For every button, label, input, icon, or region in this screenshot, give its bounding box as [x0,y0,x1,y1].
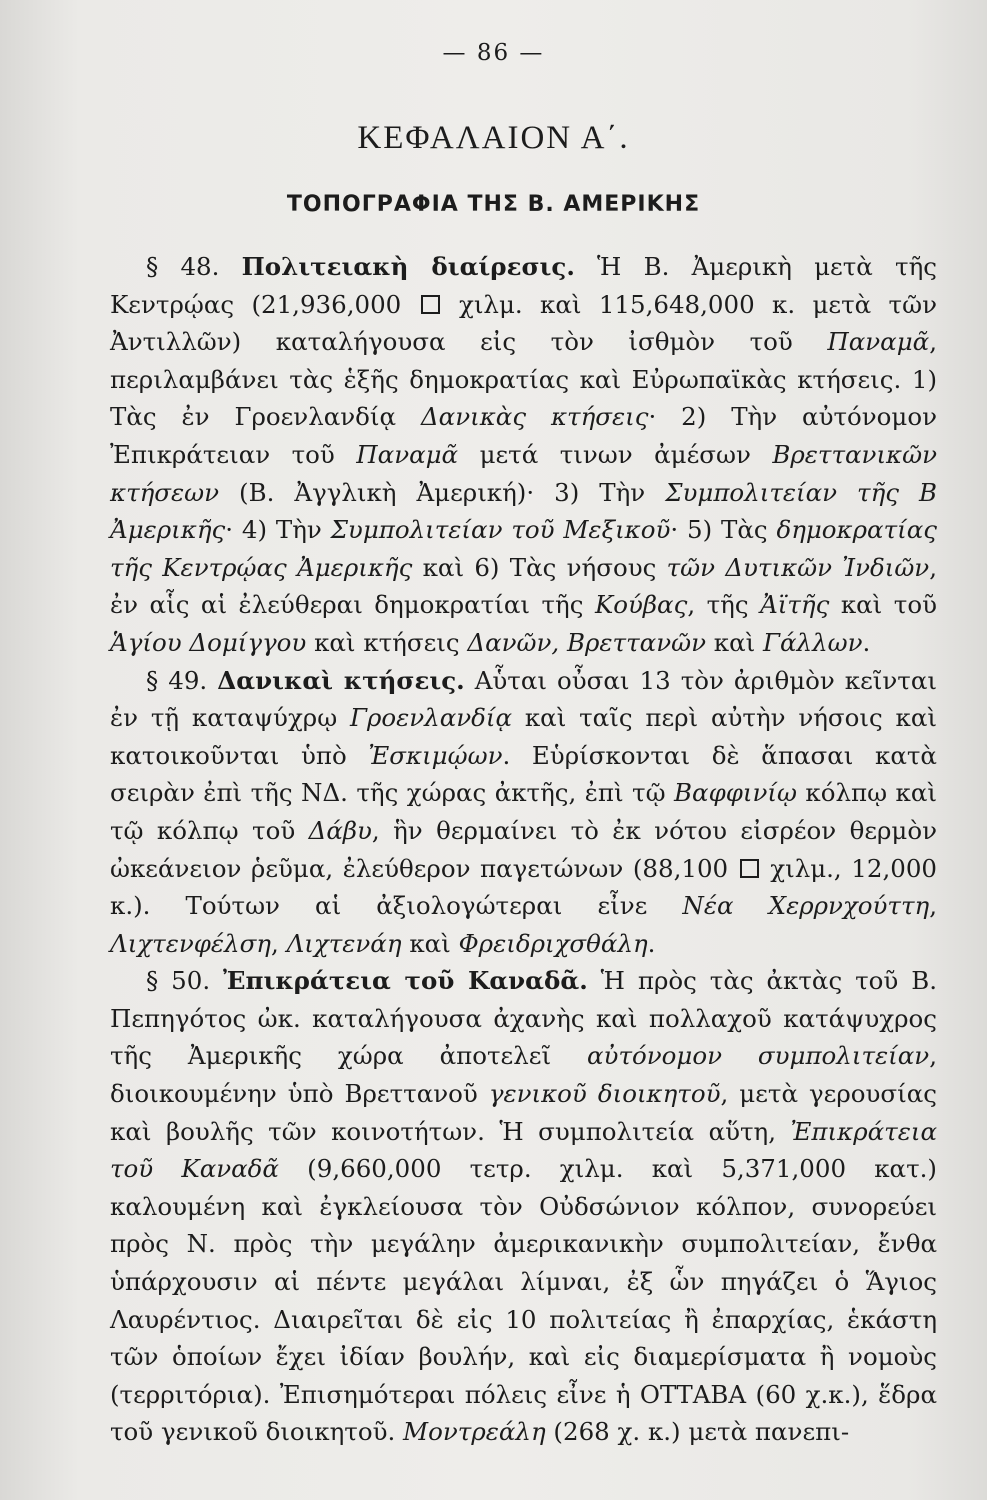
italic-term: γενικοῦ διοικητοῦ [488,1079,721,1109]
paragraph-text: χιλμ. καὶ 115,648,000 κ. μετὰ τῶν Ἀντιλλῶν) καταλήγουσα εἰς τὸν ἰσθμὸν τοῦ [110,289,937,357]
italic-term: Συμπολιτείαν τῆς Β Ἀμερικῆς [110,477,938,545]
paragraph-text: μετά τινων ἀμέσων [458,439,773,469]
paragraph-text: . [647,928,656,958]
section-title: Δανικαὶ κτήσεις. [217,665,465,695]
paragraph-text: καὶ τοῦ [829,590,937,620]
italic-term: Κούβας [594,590,688,620]
paragraph-text: . [862,627,871,657]
paragraph-text: Ἡ Β. Ἀμερικὴ μετὰ τῆς Κεντρῴας (21,936,000 [110,252,937,319]
italic-term: δημοκρατίας τῆς Κεντρῴας Ἀμερικῆς [110,515,937,582]
square-symbol-icon [421,295,440,314]
paragraph-text: καὶ 6) Τὰς νήσους [412,552,667,582]
italic-term: Ἐπικράτεια τοῦ Καναδᾶ [110,1116,937,1184]
paragraph-text: κόλπῳ καὶ τῷ κόλπῳ τοῦ [110,778,937,845]
body-text [110,248,937,1451]
paragraph-text: · 2) Τὴν αὐτόνομον Ἐπικράτειαν τοῦ [110,402,937,469]
italic-term: Δάβυ [308,815,372,845]
paragraph-text: , ἐν αἷς αἱ ἐλεύθεραι δημοκρατίαι τῆς [110,552,937,620]
italic-term: αὐτόνομον συμπολιτείαν [587,1041,930,1071]
italic-term: Φρειδριχσθάλη [458,928,648,958]
section-title: Πολιτειακὴ διαίρεσις. [241,252,575,281]
paragraph-text: , ἣν θερμαίνει τὸ ἐκ νότου εἰσρέον θερμὸν ὠκεάνειον ῥεῦμα, ἐλεύθερον παγετώνων (88,100 [110,815,938,883]
italic-term: Μοντρεάλη [403,1417,546,1447]
paragraph-text: , διοικουμένην ὑπὸ Βρεττανοῦ [110,1041,937,1109]
italic-term: Λιχτενάη [286,928,402,958]
section-49-paragraph [110,662,937,963]
square-symbol-icon [740,859,759,878]
italic-term: Ἀϊτῆς [760,590,830,620]
italic-term: Ἁγίου Δομίγγου [110,627,307,657]
italic-term: Γροενλανδίᾳ [349,703,513,733]
paragraph-text: (Β. Ἀγγλικὴ Ἀμερική)· 3) Τὴν [219,477,666,507]
section-title: Ἐπικράτεια τοῦ Καναδᾶ. [223,966,588,996]
paragraph-text: , μετὰ γερουσίας καὶ βουλῆς τῶν κοινοτήτων. Ἡ συμπολιτεία αὕτη, [110,1079,937,1146]
paragraph-text: (268 χ. κ.) μετὰ πανεπι- [545,1417,850,1447]
section-48-paragraph [110,248,937,662]
italic-term: Ἐσκιμῴων [368,740,503,770]
paragraph-text: . Εὑρίσκονται δὲ ἅπασαι κατὰ σειρὰν ἐπὶ τῆς ΝΔ. τῆς χώρας ἀκτῆς, ἐπὶ τῷ [110,740,937,808]
paragraph-text: Ἡ πρὸς τὰς ἀκτὰς τοῦ Β. Πεπηγότος ὠκ. καταλήγουσα ἀχανὴς καὶ πολλαχοῦ κατάψυχρος τῆς Ἀμερικῆς χώρα ἀποτελεῖ [110,966,937,1071]
paragraph-text: καὶ ταῖς περὶ αὐτὴν νήσοις καὶ κατοικοῦνται ὑπὸ [110,703,937,770]
italic-term: Βρεττανικῶν κτήσεων [110,439,937,507]
italic-term: Βαφφινίῳ [674,778,797,808]
italic-term: Παναμᾶ [356,439,459,469]
paragraph-text: · 4) Τὴν [225,515,331,545]
italic-term: τῶν Δυτικῶν Ἰνδιῶν [666,552,930,582]
paragraph-text: , τῆς [687,590,761,620]
italic-term: Παναμᾶ [827,327,930,357]
page-number: — 86 — [442,40,545,66]
italic-term: Νέα Χερρνχούττη [682,891,930,921]
paragraph-text: · 5) Τὰς [670,515,777,545]
paragraph-text: καὶ κτήσεις [306,627,468,657]
italic-term: Γάλλων [763,627,863,657]
paragraph-text: , [929,891,937,921]
italic-term: Λιχτενφέλση [110,928,271,958]
italic-term: Δανικὰς κτήσεις [420,402,649,432]
paragraph-text: , περιλαμβάνει τὰς ἑξῆς δημοκρατίας καὶ Εὐρωπαϊκὰς κτήσεις. 1) Τὰς ἐν Γροενλανδίᾳ [110,327,937,432]
section-number: § 49. [146,665,208,695]
paragraph-text: Αὗται οὖσαι 13 τὸν ἀριθμὸν κεῖνται ἐν τῇ καταψύχρῳ [110,665,937,733]
section-50-paragraph [110,962,937,1451]
paragraph-text: χιλμ., 12,000 κ.). Τούτων αἱ ἀξιολογώτεραι εἶνε [110,853,937,921]
section-number: § 48. [146,252,220,281]
section-number: § 50. [146,966,211,996]
italic-term: Συμπολιτείαν τοῦ Μεξικοῦ [330,515,671,545]
chapter-title: ΚΕΦΑΛΑΙΟΝ Α΄. [357,120,630,156]
chapter-subtitle: ΤΟΠΟΓΡΑΦΙΑ ΤΗΣ Β. ΑΜΕΡΙΚΗΣ [286,192,701,217]
paragraph-text: (9,660,000 τετρ. χιλμ. καὶ 5,371,000 κατ.) καλουμένη καὶ ἐγκλείουσα τὸν Οὐδσώνιον κόλπον, συνορεύει πρὸς Ν. πρὸς τὴν μεγάλην ἀμερικανικὴν συμπολιτείαν, ἔνθα ὑπάρχουσιν αἱ πέντε μεγάλαι λίμναι, ἐξ ὧν πηγάζει ὁ Ἅγιος Λαυρέντιος. Διαιρεῖται δὲ εἰς 10 πολιτείας ἢ ἐπαρχίας, ἑκάστη τῶν ὁποίων ἔχει ἰδίαν βουλήν, καὶ εἰς διαμερίσματα ἢ νομοὺς (τερριτόρια). Ἐπισημότεραι πόλεις εἶνε ἡ ΟΤΤΑΒΑ (60 χ.κ.), ἕδρα τοῦ γενικοῦ διοικητοῦ. [110,1154,937,1447]
paragraph-text: καὶ [705,627,764,657]
paragraph-text: , [270,928,287,958]
paragraph-text: καὶ [401,928,459,958]
italic-term: Δανῶν, Βρεττανῶν [467,627,706,657]
